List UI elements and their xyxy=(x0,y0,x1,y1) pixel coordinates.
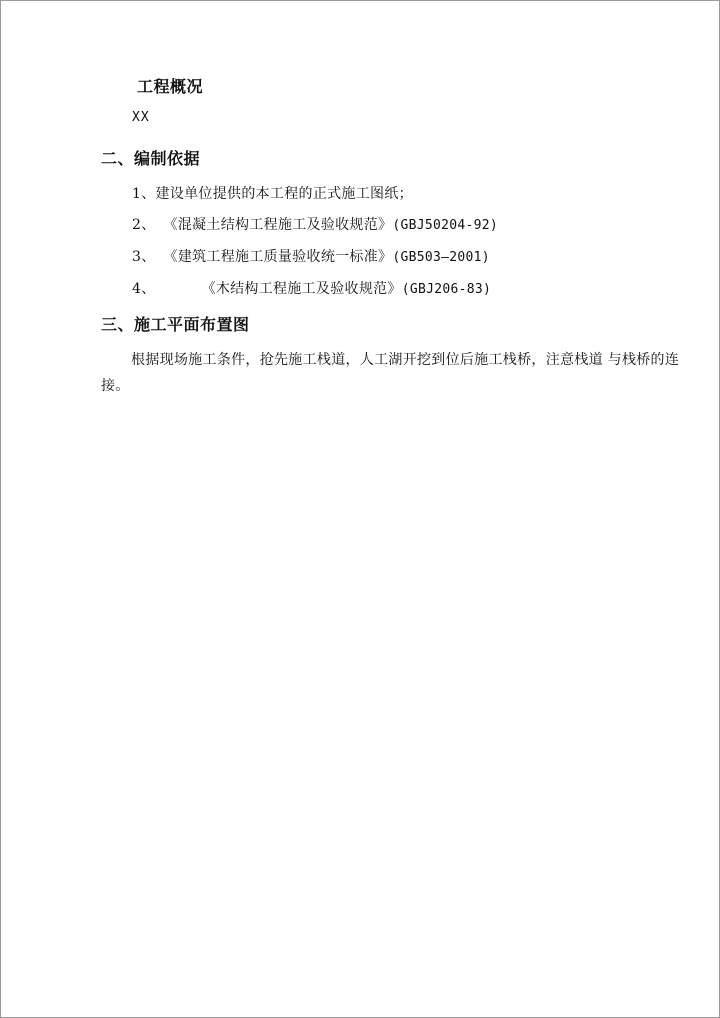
basis-list-item xyxy=(132,214,498,234)
layout-paragraph: 根据现场施工条件，抢先施工栈道，人工湖开挖到位后施工栈桥，注意栈道 与栈桥的连接。 xyxy=(101,352,680,394)
basis-item-number: 4、 xyxy=(132,281,156,297)
basis-item-text: 建设单位提供的本工程的正式施工图纸； xyxy=(155,186,413,202)
basis-item-text: 《建筑工程施工质量验收统一标准》 xyxy=(163,249,393,265)
section-heading-layout: 三、施工平面布置图 xyxy=(101,315,250,334)
basis-list-item xyxy=(132,278,491,298)
basis-item-text: 《木结构工程施工及验收规范》 xyxy=(201,281,402,297)
basis-item-code: (GBJ206-83) xyxy=(401,282,492,297)
section-heading-overview: 工程概况 xyxy=(137,77,204,96)
basis-item-number: 2、 xyxy=(132,217,156,233)
overview-body-text: XX xyxy=(132,110,150,125)
basis-list-item xyxy=(132,246,490,266)
section-heading-basis: 二、编制依据 xyxy=(101,149,201,168)
basis-item-number: 3、 xyxy=(132,249,156,265)
basis-item-number: 1、 xyxy=(132,186,156,202)
basis-item-code: (GBJ50204-92) xyxy=(392,218,498,233)
basis-list-item xyxy=(132,183,413,203)
basis-item-code: (GB503—2001) xyxy=(392,250,490,265)
basis-item-text: 《混凝土结构工程施工及验收规范》 xyxy=(163,217,393,233)
